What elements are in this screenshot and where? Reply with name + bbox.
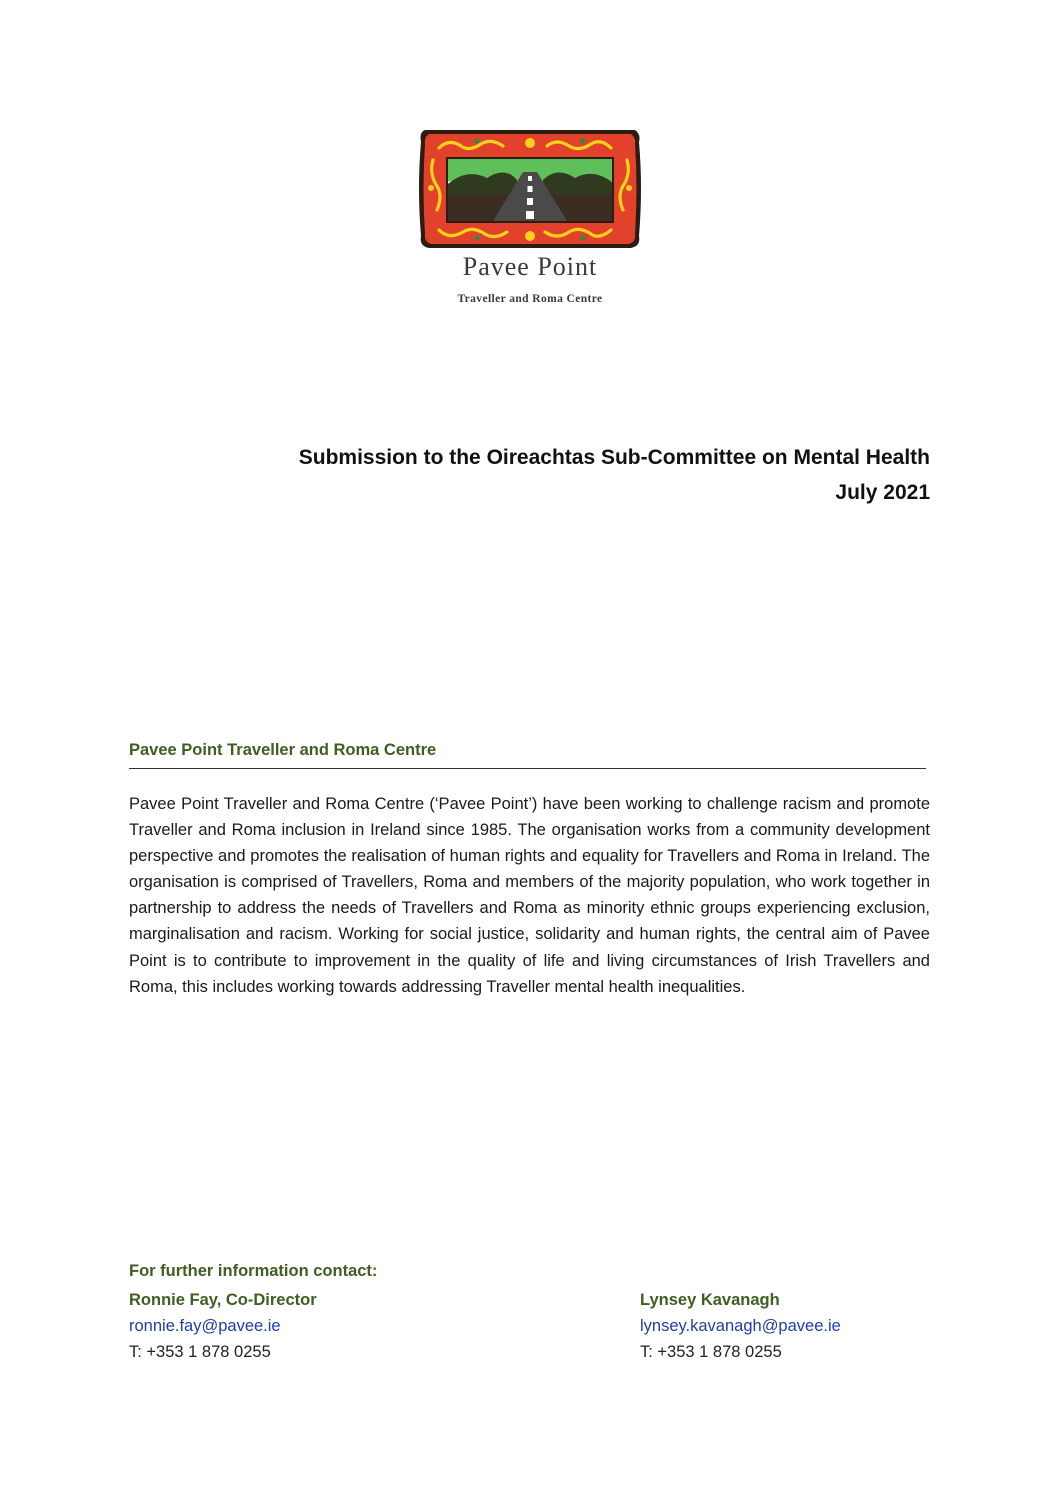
title-line: Submission to the Oireachtas Sub-Committee on Mental Health <box>298 446 930 469</box>
section-heading: Pavee Point Traveller and Roma Centre <box>129 741 437 759</box>
contact-heading: For further information contact: <box>129 1262 378 1280</box>
contact-email-link[interactable]: lynsey.kavanagh@pavee.ie <box>640 1317 841 1335</box>
contact-name: Ronnie Fay, Co-Director <box>129 1291 317 1309</box>
document-title <box>299 440 930 510</box>
contact-name: Lynsey Kavanagh <box>640 1291 780 1309</box>
contact-left <box>129 1287 317 1365</box>
contact-phone: T: +353 1 878 0255 <box>640 1343 782 1361</box>
body-paragraph: Pavee Point Traveller and Roma Centre (‘Pavee Point’) have been working to challenge racism and promote Traveller and Roma inclusion in Ireland since 1985. The organisation works from a community development perspective and promotes the realisation of human rights and equality for Travellers and Roma in Ireland. The organisation is comprised of Travellers, Roma and members of the majority population, who work together in partnership to address the needs of Travellers and Roma as minority ethnic groups experiencing exclusion, marginalisation and racism. Working for social justice, solidarity and human rights, the central aim of Pavee Point is to contribute to improvement in the quality of life and living circumstances of Irish Travellers and Roma, this includes working towards addressing Traveller mental health inequalities. <box>129 795 930 996</box>
contact-email-link[interactable]: ronnie.fay@pavee.ie <box>129 1317 281 1335</box>
logo-emblem <box>417 128 643 250</box>
contact-phone: T: +353 1 878 0255 <box>129 1343 271 1361</box>
logo-name: Pavee Point <box>462 252 598 281</box>
divider <box>129 768 926 769</box>
contact-right <box>640 1287 841 1365</box>
pavee-point-logo <box>417 128 643 310</box>
title-date: July 2021 <box>835 481 930 504</box>
logo-subtitle: Traveller and Roma Centre <box>457 293 603 305</box>
